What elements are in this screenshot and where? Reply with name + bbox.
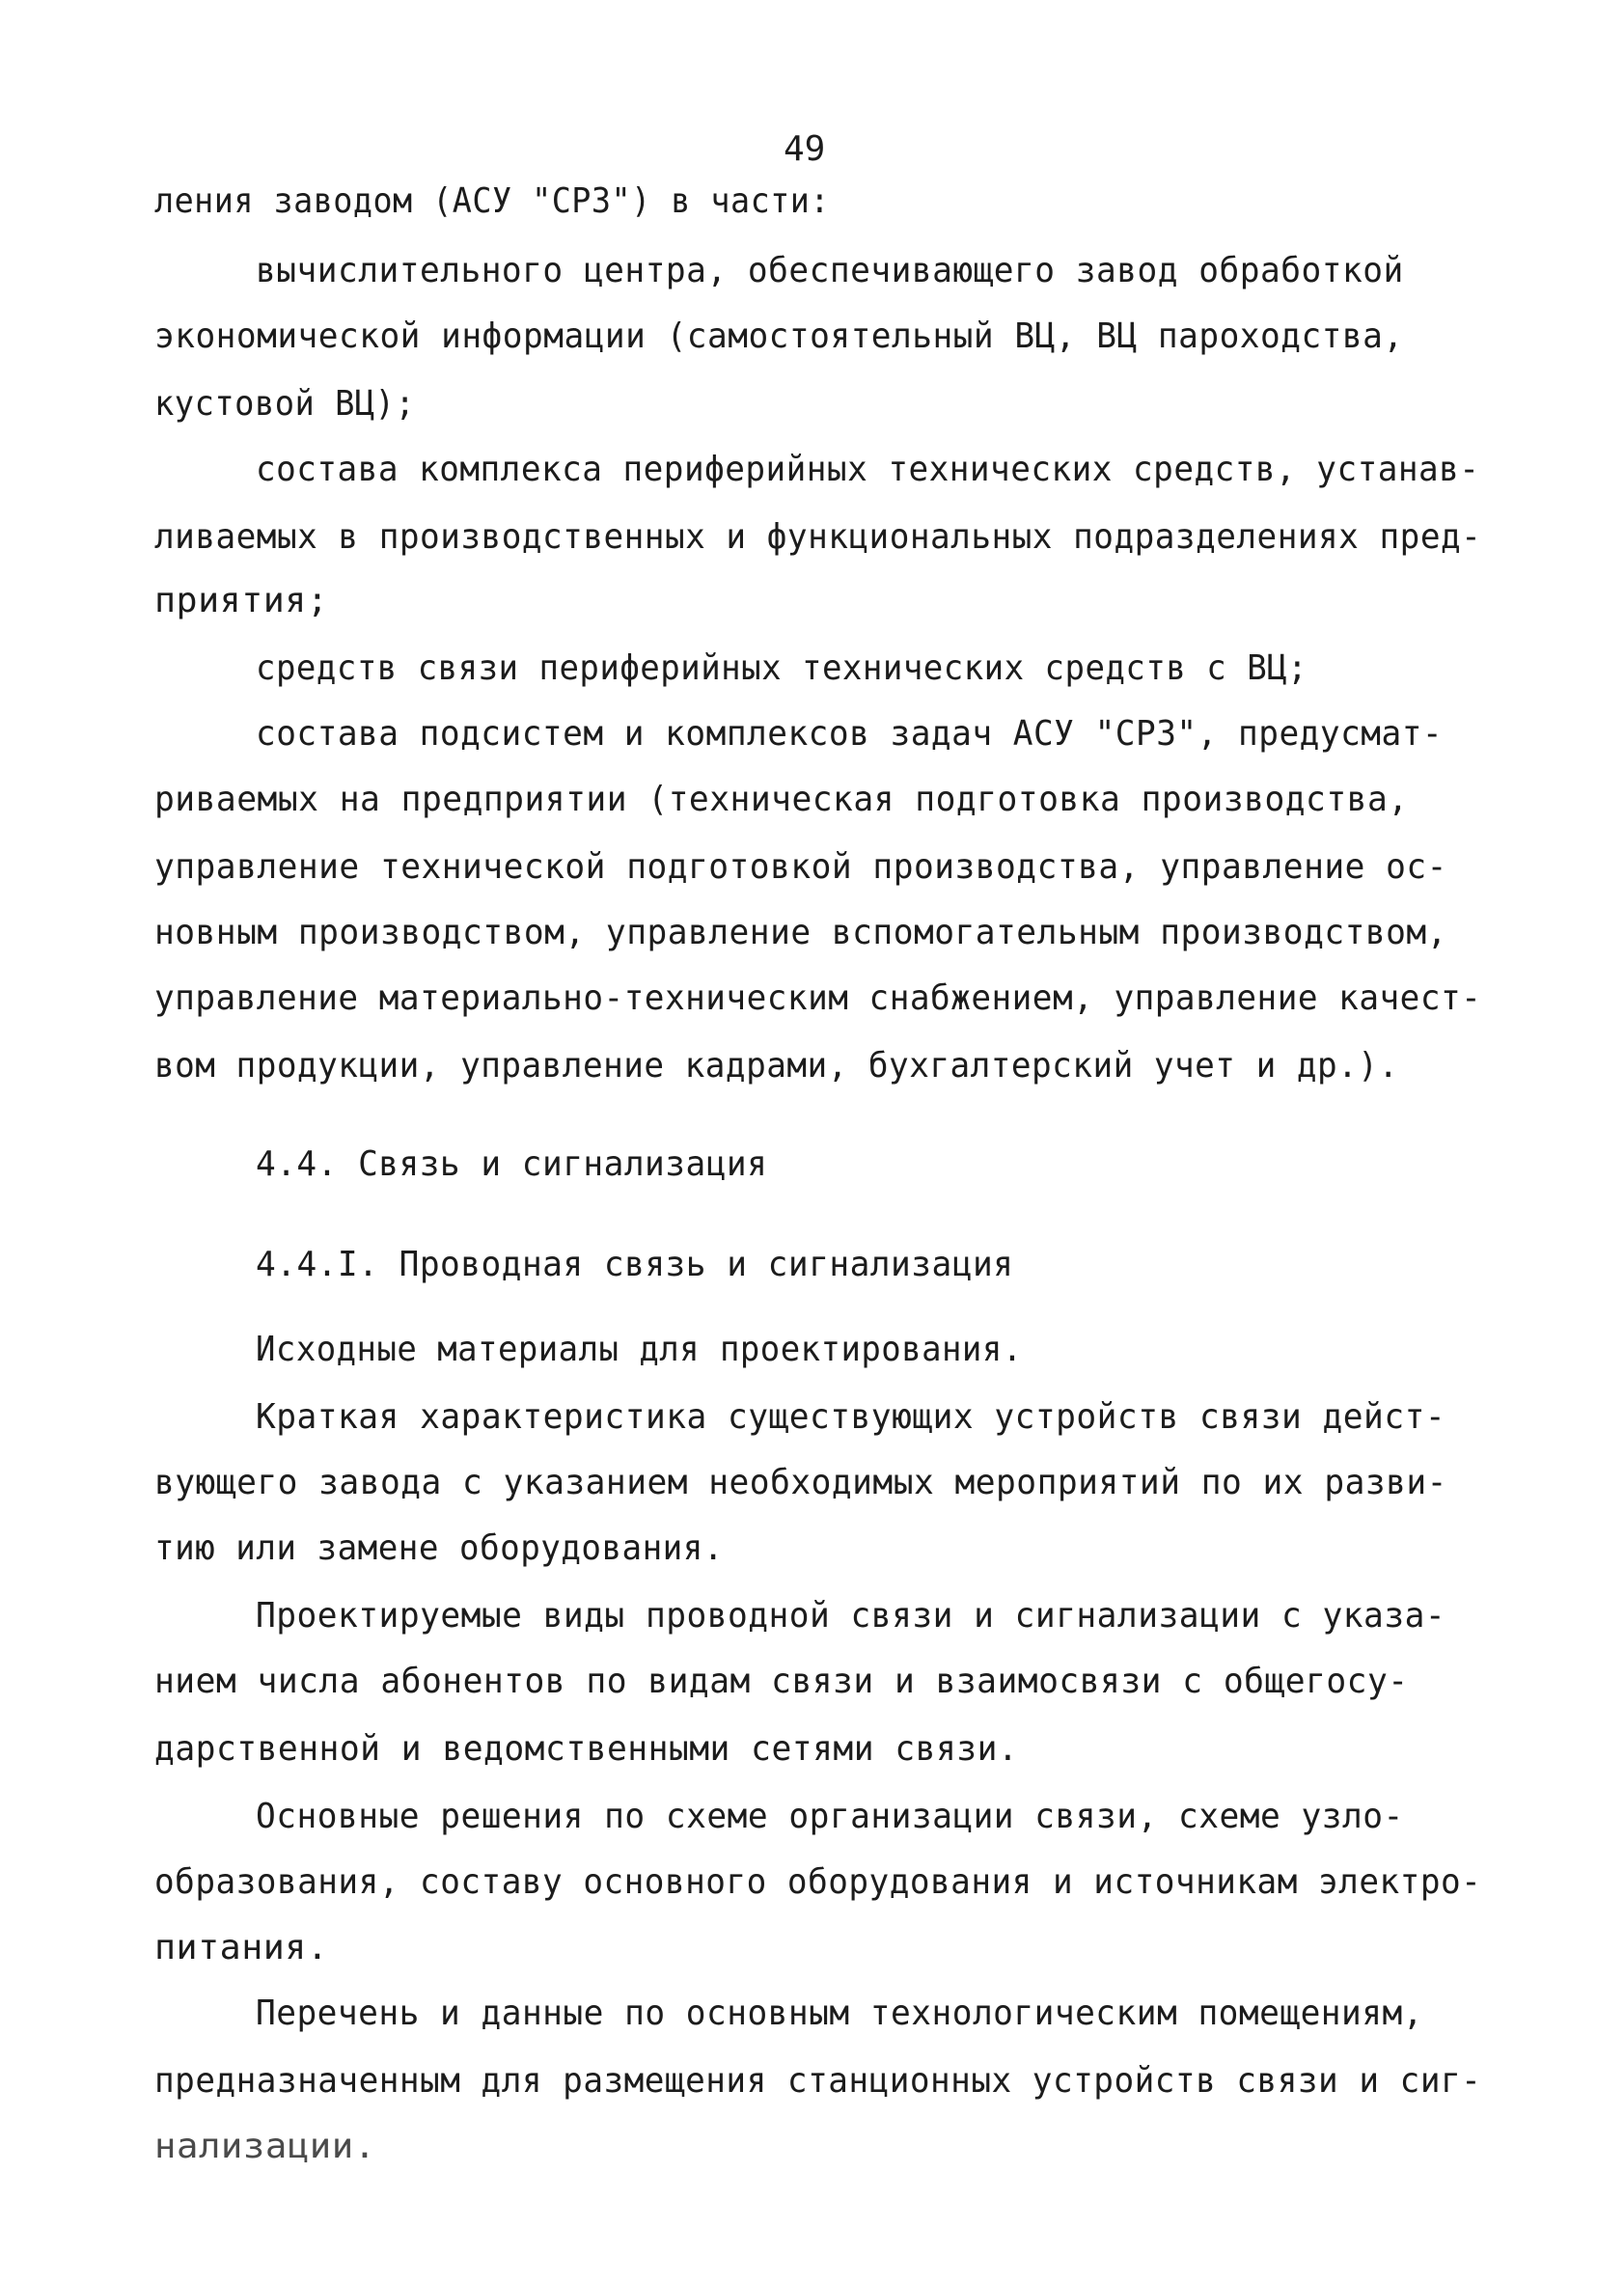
text-line: дарственной и ведомственными сетями связи. [154, 1729, 1019, 1769]
text-line: ления заводом (АСУ "СРЗ") в части: [154, 181, 830, 221]
text-line: вующего завода с указанием необходимых мероприятий по их разви- [154, 1463, 1447, 1502]
text-line: кустовой ВЦ); [154, 384, 416, 424]
text-line: Перечень и данные по основным технологическим помещениям, [256, 1994, 1423, 2033]
text-line: Проектируемые виды проводной связи и сигнализации с указа- [256, 1596, 1446, 1636]
text-line: нием числа абонентов по видам связи и взаимосвязи с общегосу- [154, 1662, 1409, 1701]
subsection-heading: 4.4.I. Проводная связь и сигнализация [256, 1245, 1014, 1284]
text-line: состава комплекса периферийных технических средств, устанав- [256, 450, 1480, 489]
text-line: новным производством, управление вспомогательным производством, [154, 913, 1447, 952]
page-number: 49 [784, 129, 826, 169]
text-line: управление материально-техническим снабжением, управление качест- [154, 978, 1482, 1018]
text-line: вом продукции, управление кадрами, бухгалтерский учет и др.). [154, 1046, 1399, 1086]
text-line: тию или замене оборудования. [154, 1528, 724, 1568]
text-line: состава подсистем и комплексов задач АСУ "СРЗ", предусмат- [256, 714, 1444, 754]
text-line: средств связи периферийных технических средств с ВЦ; [256, 648, 1308, 688]
text-line: ливаемых в производственных и функциональных подразделениях пред- [154, 517, 1482, 557]
text-line: вычислительного центра, обеспечивающего завод обработкой [256, 251, 1404, 290]
text-line: питания. [154, 1928, 329, 1967]
text-line: предназначенным для размещения станционных устройств связи и сиг- [154, 2061, 1482, 2101]
text-line: Исходные материалы для проектирования. [256, 1330, 1023, 1369]
text-line: приятия; [154, 581, 329, 620]
text-line: Основные решения по схеме организации связи, схеме узло- [256, 1797, 1404, 1836]
text-line: образования, составу основного оборудования и источникам электро- [154, 1862, 1482, 1902]
text-line: нализации. [154, 2127, 376, 2166]
text-line: Краткая характеристика существующих устройств связи дейст- [256, 1397, 1446, 1437]
text-line: экономической информации (самостоятельный ВЦ, ВЦ пароходства, [154, 316, 1404, 356]
text-line: управление технической подготовкой производства, управление ос- [154, 847, 1447, 887]
section-heading: 4.4. Связь и сигнализация [256, 1144, 768, 1184]
text-line: риваемых на предприятии (техническая подготовка производства, [154, 780, 1409, 819]
